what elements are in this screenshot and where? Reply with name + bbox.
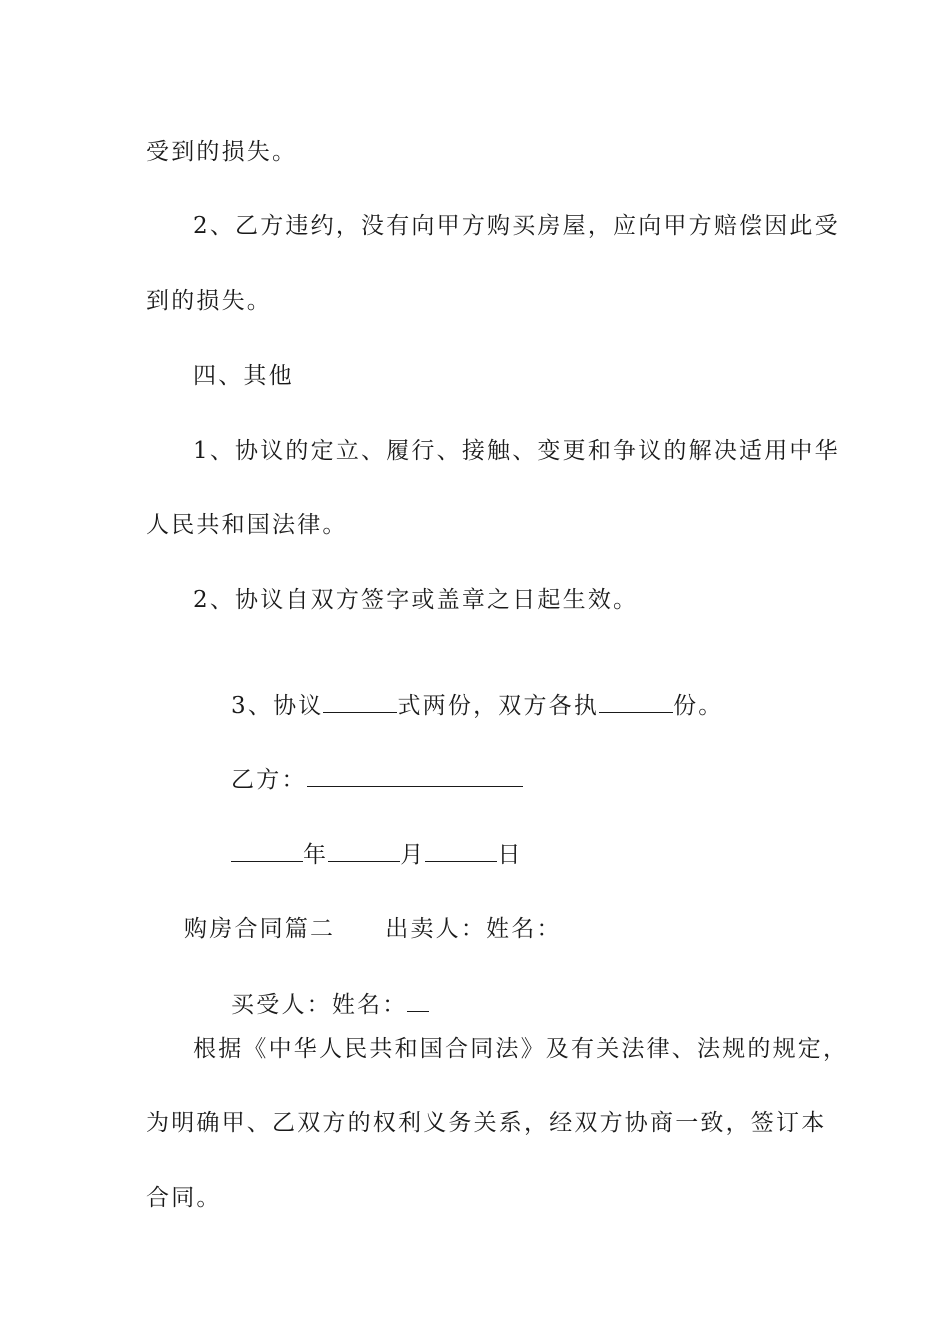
day-label: 日 bbox=[497, 842, 523, 868]
clause-1-law: 1、协议的定立、履行、接触、变更和争议的解决适用中华 bbox=[193, 438, 840, 464]
party-b-label: 乙方： bbox=[231, 767, 307, 793]
clause-3-part2: 式两份，双方各执 bbox=[397, 693, 600, 719]
text-line: 受到的损失。 bbox=[146, 139, 298, 165]
year-label: 年 bbox=[303, 842, 329, 868]
day-blank[interactable] bbox=[425, 839, 497, 862]
month-blank[interactable] bbox=[328, 839, 400, 862]
preamble-line-2: 为明确甲、乙双方的权利义务关系，经双方协商一致，签订本 bbox=[146, 1110, 827, 1136]
seller-name-label: 出卖人：姓名： bbox=[385, 916, 562, 942]
clause-2-breach: 2、乙方违约，没有向甲方购买房屋，应向甲方赔偿因此受 bbox=[193, 213, 840, 239]
month-label: 月 bbox=[400, 842, 426, 868]
clause-3-part3: 份。 bbox=[673, 693, 724, 719]
party-b-blank[interactable] bbox=[307, 764, 523, 787]
buyer-name-label: 买受人：姓名： bbox=[231, 992, 408, 1018]
section-heading-other: 四、其他 bbox=[193, 363, 294, 389]
preamble-line-1: 根据《中华人民共和国合同法》及有关法律、法规的规定， bbox=[193, 1036, 849, 1062]
clause-2-effective: 2、协议自双方签字或盖章之日起生效。 bbox=[193, 587, 639, 613]
copies-blank[interactable] bbox=[323, 690, 397, 713]
clause-3-part1: 3、协议 bbox=[231, 693, 324, 719]
preamble-line-3: 合同。 bbox=[146, 1185, 222, 1211]
text-line: 人民共和国法律。 bbox=[146, 512, 348, 538]
text-line: 到的损失。 bbox=[146, 288, 272, 314]
buyer-name-blank[interactable] bbox=[407, 989, 429, 1012]
year-blank[interactable] bbox=[231, 839, 303, 862]
each-holds-blank[interactable] bbox=[599, 690, 673, 713]
contract-title: 购房合同篇二 bbox=[184, 916, 336, 942]
